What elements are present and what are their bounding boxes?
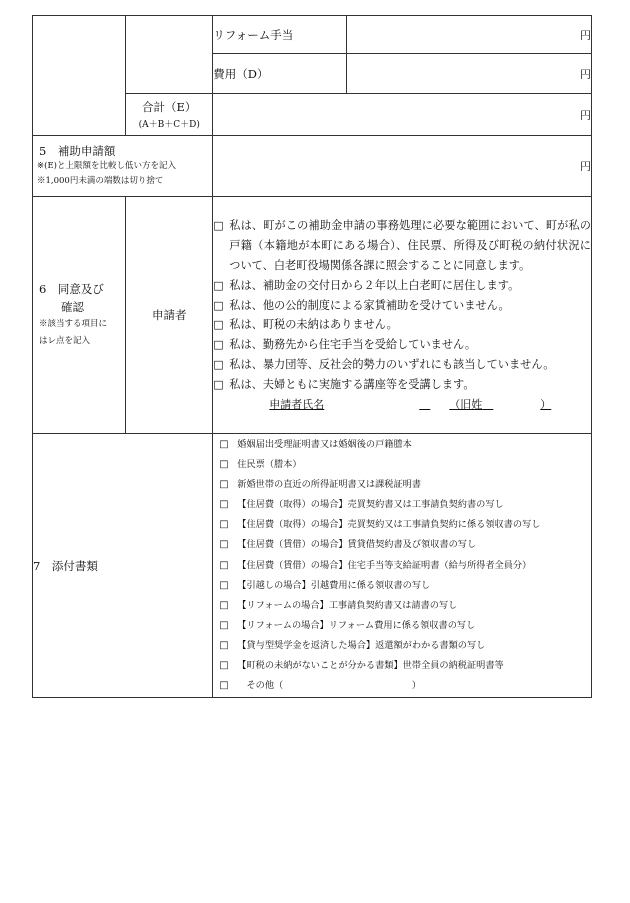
checkbox-icon[interactable]: □ [213, 219, 224, 233]
yen-unit: 円 [580, 108, 591, 122]
checkbox-icon[interactable]: □ [213, 298, 224, 312]
checkbox-icon[interactable]: □ [219, 519, 229, 531]
section6-note-2: はレ点を記入 [39, 336, 91, 346]
maiden-name-open: （旧姓 [449, 397, 483, 411]
consent-text: 私は、暴力団等、反社会的勢力のいずれにも該当していません。 [229, 357, 555, 371]
reform-allowance-row [33, 16, 592, 54]
maiden-name-close: ） [540, 397, 552, 411]
section5-title: 5 補助申請額 [39, 144, 116, 158]
attachment-item[interactable] [213, 656, 591, 676]
section5-note-1: ※(E)と上限額を比較し低い方を記入 [37, 161, 176, 171]
checkbox-icon[interactable]: □ [219, 579, 229, 591]
section6-row [33, 197, 592, 434]
checkbox-icon[interactable]: □ [219, 660, 229, 672]
blank-cell-left [33, 16, 126, 136]
section7-row [33, 434, 592, 698]
reform-allowance-label: リフォーム手当 [213, 16, 346, 54]
attachment-text: 【住居費（賃借）の場合】賃貸借契約書及び領収書の写し [237, 539, 477, 551]
consent-item[interactable] [213, 335, 591, 355]
consent-text: 私は、夫婦ともに実施する講座等を受講します。 [229, 377, 475, 391]
attachment-item[interactable] [213, 535, 591, 555]
checkbox-icon[interactable]: □ [219, 639, 229, 651]
consent-text: 私は、補助金の交付日から２年以上白老町に居住します。 [229, 278, 520, 292]
expense-d-amount[interactable] [346, 54, 591, 94]
section6-title-1: 6 同意及び [39, 282, 104, 296]
attachment-text: 婚姻届出受理証明書又は婚姻後の戸籍謄本 [237, 439, 412, 450]
expense-d-label: 費用（D） [213, 54, 346, 94]
consent-item[interactable] [213, 355, 591, 375]
attachment-item[interactable] [213, 475, 591, 495]
section7-title: 7 添付書類 [33, 434, 213, 698]
consent-text: 私は、他の公的制度による家賃補助を受けていません。 [229, 298, 510, 312]
consent-list [213, 197, 592, 434]
checkbox-icon[interactable]: □ [219, 499, 229, 511]
attachment-text: 【住居費（取得）の場合】売買契約又は工事請負契約に係る領収書の写し [237, 519, 541, 531]
applicant-label: 申請者 [126, 197, 213, 434]
consent-item[interactable] [213, 276, 591, 296]
attachment-item[interactable] [213, 435, 591, 455]
checkbox-icon[interactable]: □ [219, 539, 229, 551]
attachment-item[interactable] [213, 576, 591, 596]
consent-item[interactable] [213, 216, 591, 275]
checkbox-icon[interactable]: □ [213, 318, 224, 332]
attachment-text: その他（ ） [237, 680, 422, 692]
attachment-text: 新婚世帯の直近の所得証明書又は課税証明書 [237, 479, 422, 491]
attachment-item[interactable] [213, 636, 591, 656]
attachment-text: 【リフォームの場合】リフォーム費用に係る領収書の写し [237, 619, 476, 631]
checkbox-icon[interactable]: □ [219, 619, 229, 631]
section5-note-2: ※1,000円未満の端数は切り捨て [37, 176, 164, 186]
checkbox-icon[interactable]: □ [213, 377, 224, 391]
attachment-text: 住民票（謄本） [237, 459, 302, 471]
total-e-formula: (A＋B＋C＋D) [138, 120, 200, 130]
consent-item[interactable] [213, 375, 591, 395]
attachment-text: 【住居費（賃借）の場合】住宅手当等支給証明書（給与所得者全員分） [237, 559, 532, 571]
reform-allowance-amount[interactable] [346, 16, 591, 54]
checkbox-icon[interactable]: □ [213, 338, 224, 352]
attachment-item[interactable] [213, 616, 591, 636]
attachment-text: 【町税の未納がないことが分かる書類】世帯全員の納税証明書等 [237, 660, 504, 672]
signature-blank[interactable] [419, 396, 449, 414]
consent-item[interactable] [213, 296, 591, 316]
attachment-text: 【リフォームの場合】工事請負契約書又は請書の写し [237, 599, 458, 611]
section6-title-2: 確認 [61, 300, 84, 314]
attachment-item[interactable] [213, 515, 591, 535]
application-form-table [32, 15, 592, 698]
total-e-label-cell [126, 94, 213, 136]
checkbox-icon[interactable]: □ [213, 357, 224, 371]
maiden-name-blank[interactable] [482, 396, 540, 414]
checkbox-icon[interactable]: □ [219, 459, 229, 471]
attachment-list [213, 434, 592, 698]
signature-line[interactable] [213, 396, 591, 414]
consent-text: 私は、町税の未納はありません。 [229, 318, 398, 332]
subsidy-amount[interactable] [213, 136, 592, 197]
yen-unit: 円 [580, 28, 591, 42]
consent-text: 私は、勤務先から住宅手当を受給していません。 [229, 338, 477, 352]
checkbox-icon[interactable]: □ [219, 559, 229, 571]
checkbox-icon[interactable]: □ [219, 479, 229, 491]
checkbox-icon[interactable]: □ [219, 439, 229, 450]
attachment-text: 【住居費（取得）の場合】売買契約書又は工事請負契約書の写し [237, 499, 504, 511]
section6-note-1: ※該当する項目に [39, 319, 108, 329]
section5-label-cell [33, 136, 213, 197]
section5-row [33, 136, 592, 197]
attachment-item[interactable] [213, 495, 591, 515]
consent-text: 私は、町がこの補助金申請の事務処理に必要な範囲において、町が私の戸籍（本籍地が本町にある場合）、住民票、所得及び町税の納付状況について、白老町役場関係各課に照会することに同意します。 [229, 219, 591, 272]
attachment-text: 【貸与型奨学金を返済した場合】返還額がわかる書類の写し [237, 639, 486, 651]
checkbox-icon[interactable]: □ [219, 599, 229, 611]
checkbox-icon[interactable]: □ [219, 680, 229, 692]
attachment-item-other[interactable] [213, 676, 591, 696]
attachment-item[interactable] [213, 596, 591, 616]
signature-label: 申請者氏名 [269, 397, 325, 411]
total-e-amount[interactable] [213, 94, 592, 136]
yen-unit: 円 [580, 67, 591, 81]
section6-label-cell [33, 197, 126, 434]
attachment-text: 【引越しの場合】引越費用に係る領収書の写し [237, 579, 431, 591]
total-e-label: 合計（E） [142, 100, 197, 114]
attachment-item[interactable] [213, 455, 591, 475]
checkbox-icon[interactable]: □ [213, 278, 224, 292]
attachment-item[interactable] [213, 556, 591, 576]
consent-item[interactable] [213, 315, 591, 335]
yen-unit: 円 [580, 160, 591, 173]
blank-cell-mid [126, 16, 213, 94]
